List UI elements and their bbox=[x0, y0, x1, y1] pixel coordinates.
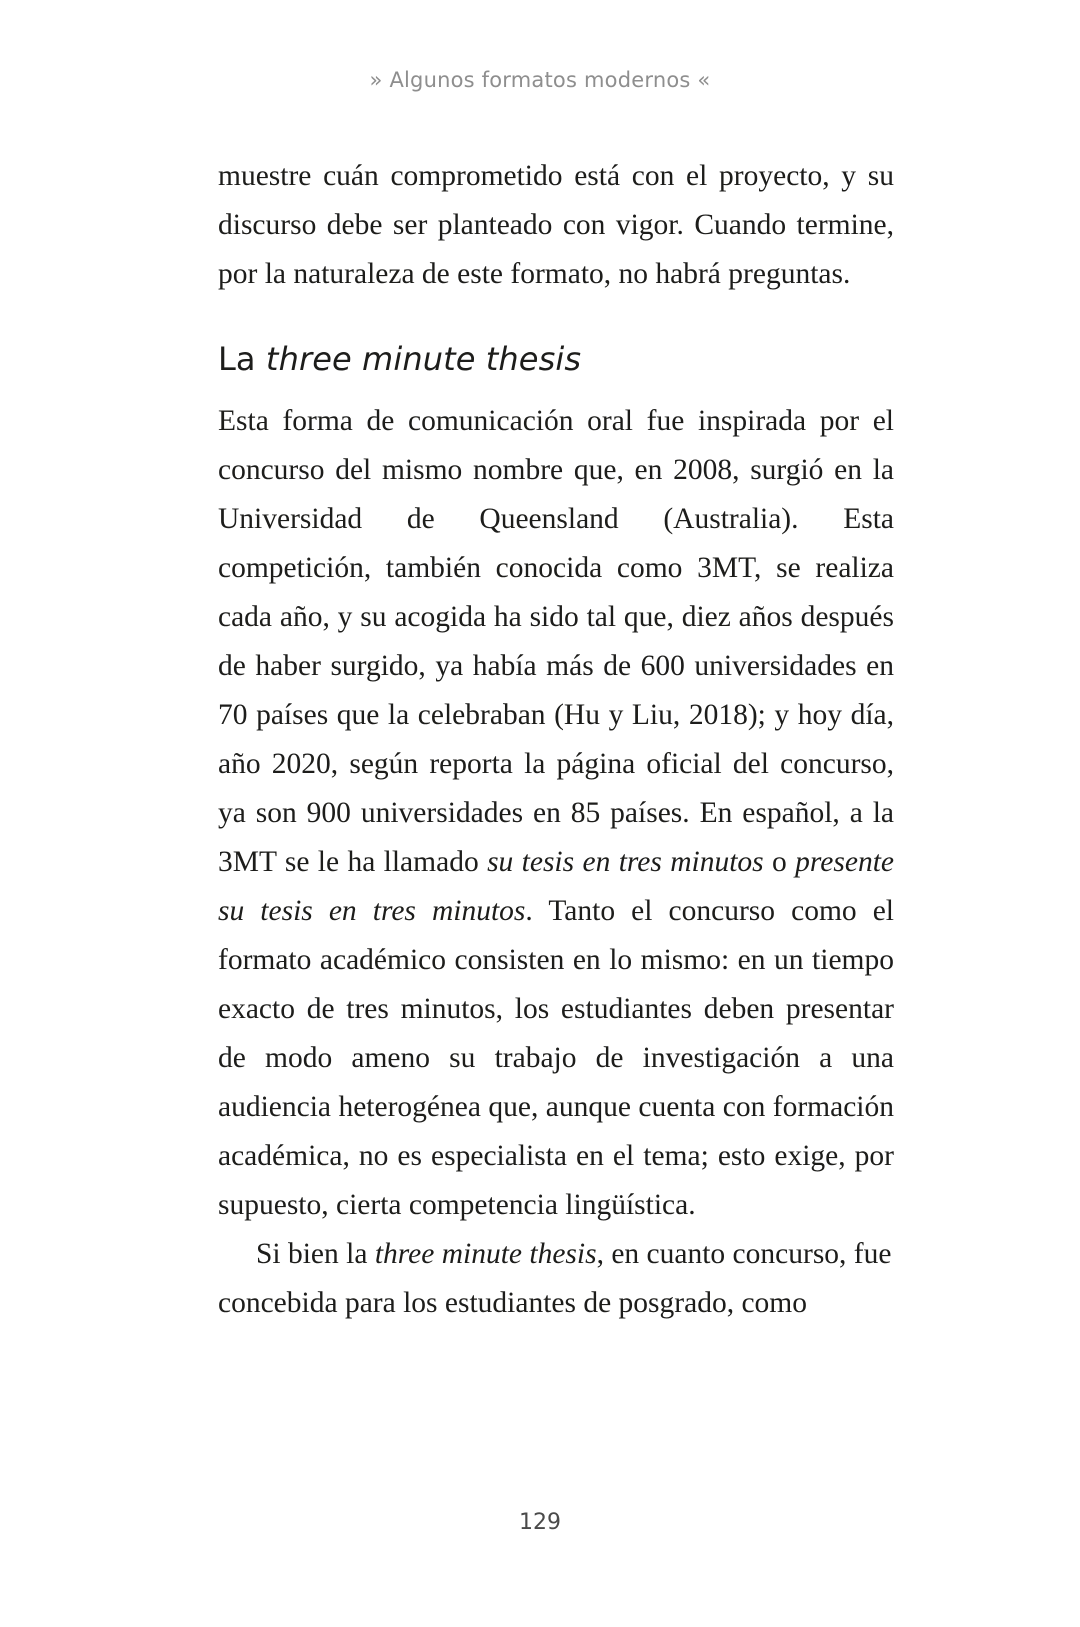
section-heading-prefix: La bbox=[218, 340, 266, 378]
page-body bbox=[218, 152, 894, 1328]
paragraph-text-segment-5: , en cuanto concurso, fue concebida para los estudiantes de posgrado, como bbox=[218, 1238, 892, 1319]
section-heading bbox=[218, 337, 894, 381]
paragraph-3mt-description bbox=[218, 397, 894, 1230]
paragraph-italic-segment-1: su tesis en tres minutos bbox=[487, 846, 764, 878]
paragraph-posgrado bbox=[218, 1230, 894, 1328]
paragraph-text-segment-4: Si bien la bbox=[256, 1238, 375, 1270]
paragraph-italic-segment-2: presente su tesis en tres minutos bbox=[218, 846, 894, 927]
paragraph-italic-segment-3: three minute thesis bbox=[374, 1238, 597, 1270]
paragraph-text-segment-3: . Tanto el concurso como el formato académico consisten en lo mismo: en un tiempo exacto de tres minutos, los estudiantes deben presentar de modo ameno su trabajo de investigación a una audiencia heterogénea que, aunque cuenta con formación académica, no es especialista en el tema; esto exige, por supuesto, cierta competencia lingüística. bbox=[218, 895, 895, 1221]
section-heading-title: three minute thesis bbox=[265, 340, 582, 378]
running-head: » Algunos formatos modernos « bbox=[369, 68, 711, 92]
paragraph-continuation: muestre cuán comprometido está con el proyecto, y su discurso debe ser planteado con vigor. Cuando termine, por la naturaleza de este formato, no habrá preguntas. bbox=[218, 160, 894, 290]
paragraph-text-segment-2: o bbox=[763, 846, 796, 878]
paragraph-text-segment-1: Esta forma de comunicación oral fue inspirada por el concurso del mismo nombre que, en 2008, surgió en la Universidad de Queensland (Australia). Esta competición, también conocida como 3MT, se realiza cada año, y su acogida ha sido tal que, diez años después de haber surgido, ya había más de 600 universidades en 70 países que la celebraban (Hu y Liu, 2018); y hoy día, año 2020, según reporta la página oficial del concurso, ya son 900 universidades en 85 países. En español, a la 3MT se le ha llamado bbox=[218, 405, 894, 878]
page-number: 129 bbox=[519, 1510, 561, 1535]
